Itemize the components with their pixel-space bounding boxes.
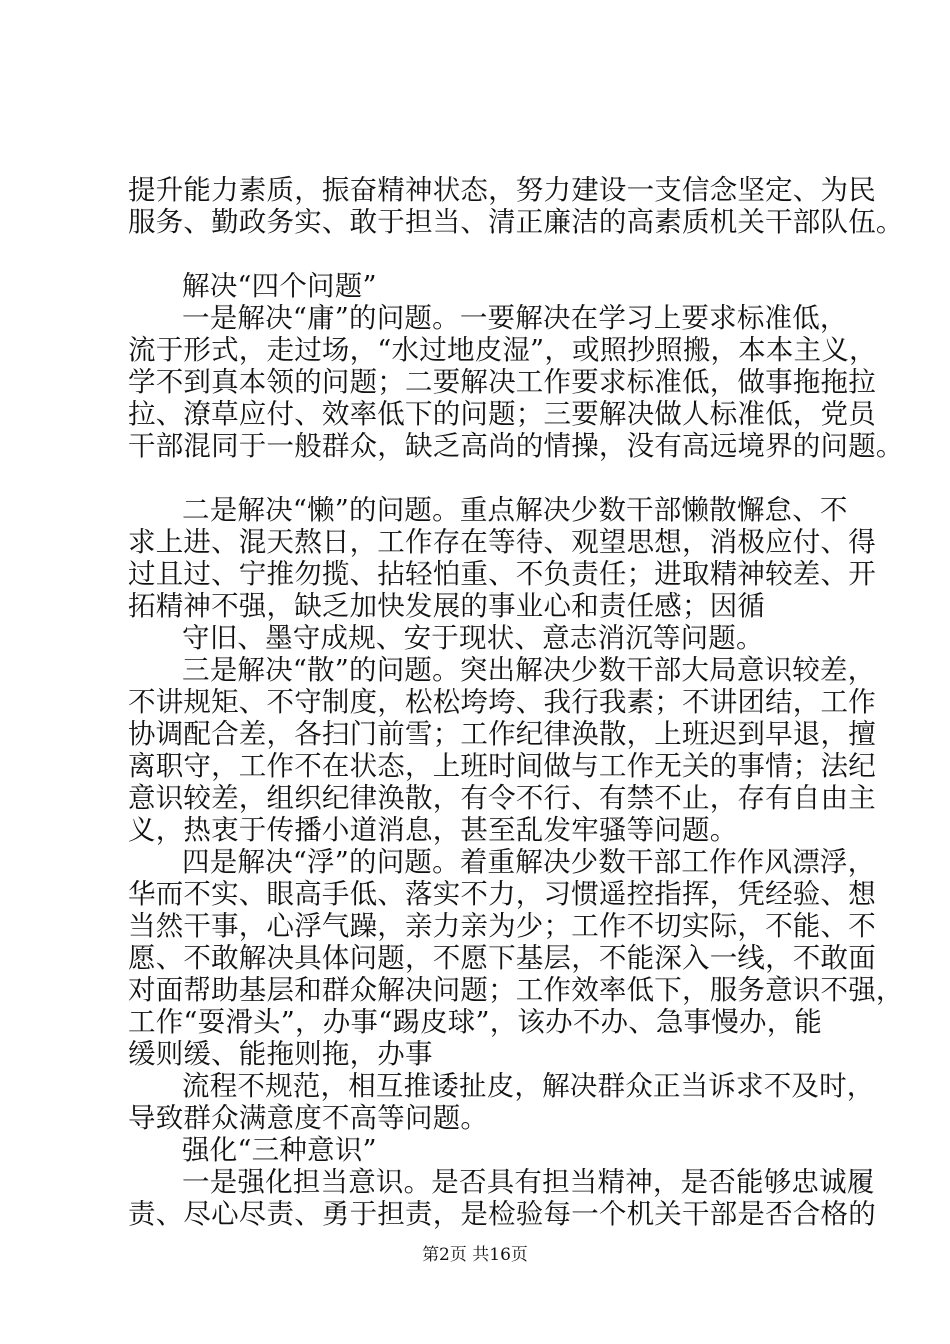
section-heading: 强化“三种意识” (182, 1134, 377, 1166)
text-line: 流于形式，走过场，“水过地皮湿”，或照抄照搬，本本主义， (128, 334, 877, 366)
text-line: 二是解决“懒”的问题。重点解决少数干部懒散懈怠、不 (182, 494, 848, 526)
text-line: 离职守，工作不在状态，上班时间做与工作无关的事情；法纪 (128, 750, 876, 782)
text-line: 拓精神不强，缺乏加快发展的事业心和责任感；因循 (128, 590, 766, 622)
page-number: 第2页 共16页 (422, 1245, 528, 1265)
text-line: 学不到真本领的问题；二要解决工作要求标准低，做事拖拖拉 (128, 366, 876, 398)
text-line: 当然干事，心浮气躁，亲力亲为少；工作不切实际，不能、不 (128, 910, 876, 942)
text-line: 过且过、宁推勿揽、拈轻怕重、不负责任；进取精神较差、开 (128, 558, 876, 590)
text-line: 责、尽心尽责、勇于担责，是检验每一个机关干部是否合格的 (128, 1198, 876, 1230)
text-line: 守旧、墨守成规、安于现状、意志消沉等问题。 (182, 622, 764, 654)
text-line: 一是强化担当意识。是否具有担当精神，是否能够忠诚履 (182, 1166, 875, 1198)
text-line: 导致群众满意度不高等问题。 (128, 1102, 489, 1134)
text-line: 华而不实、眼高手低、落实不力，习惯遥控指挥，凭经验、想 (128, 878, 876, 910)
text-line: 三是解决“散”的问题。突出解决少数干部大局意识较差， (182, 654, 876, 686)
text-line: 协调配合差，各扫门前雪；工作纪律涣散，上班迟到早退，擅 (128, 718, 876, 750)
text-line: 愿、不敢解决具体问题，不愿下基层，不能深入一线，不敢面 (128, 942, 876, 974)
text-line: 服务、勤政务实、敢于担当、清正廉洁的高素质机关干部队伍。 (128, 206, 904, 238)
text-line: 拉、潦草应付、效率低下的问题；三要解决做人标准低，党员 (128, 398, 876, 430)
text-line: 干部混同于一般群众，缺乏高尚的情操，没有高远境界的问题。 (128, 430, 904, 462)
text-line: 求上进、混天熬日，工作存在等待、观望思想，消极应付、得 (128, 526, 876, 558)
text-line: 意识较差，组织纪律涣散，有令不行、有禁不止，存有自由主 (128, 782, 876, 814)
text-line: 缓则缓、能拖则拖，办事 (128, 1038, 433, 1070)
text-line: 工作“耍滑头”，办事“踢皮球”，该办不办、急事慢办，能 (128, 1006, 823, 1038)
section-heading: 解决“四个问题” (182, 270, 377, 302)
text-line: 四是解决“浮”的问题。着重解决少数干部工作作风漂浮， (182, 846, 876, 878)
text-line: 对面帮助基层和群众解决问题；工作效率低下，服务意识不强， (128, 974, 904, 1006)
text-line: 提升能力素质，振奋精神状态，努力建设一支信念坚定、为民 (128, 174, 876, 206)
text-line: 一是解决“庸”的问题。一要解决在学习上要求标准低， (182, 302, 848, 334)
text-line: 不讲规矩、不守制度，松松垮垮、我行我素；不讲团结，工作 (128, 686, 876, 718)
text-line: 流程不规范，相互推诿扯皮，解决群众正当诉求不及时， (182, 1070, 875, 1102)
text-line: 义，热衷于传播小道消息，甚至乱发牢骚等问题。 (128, 814, 738, 846)
